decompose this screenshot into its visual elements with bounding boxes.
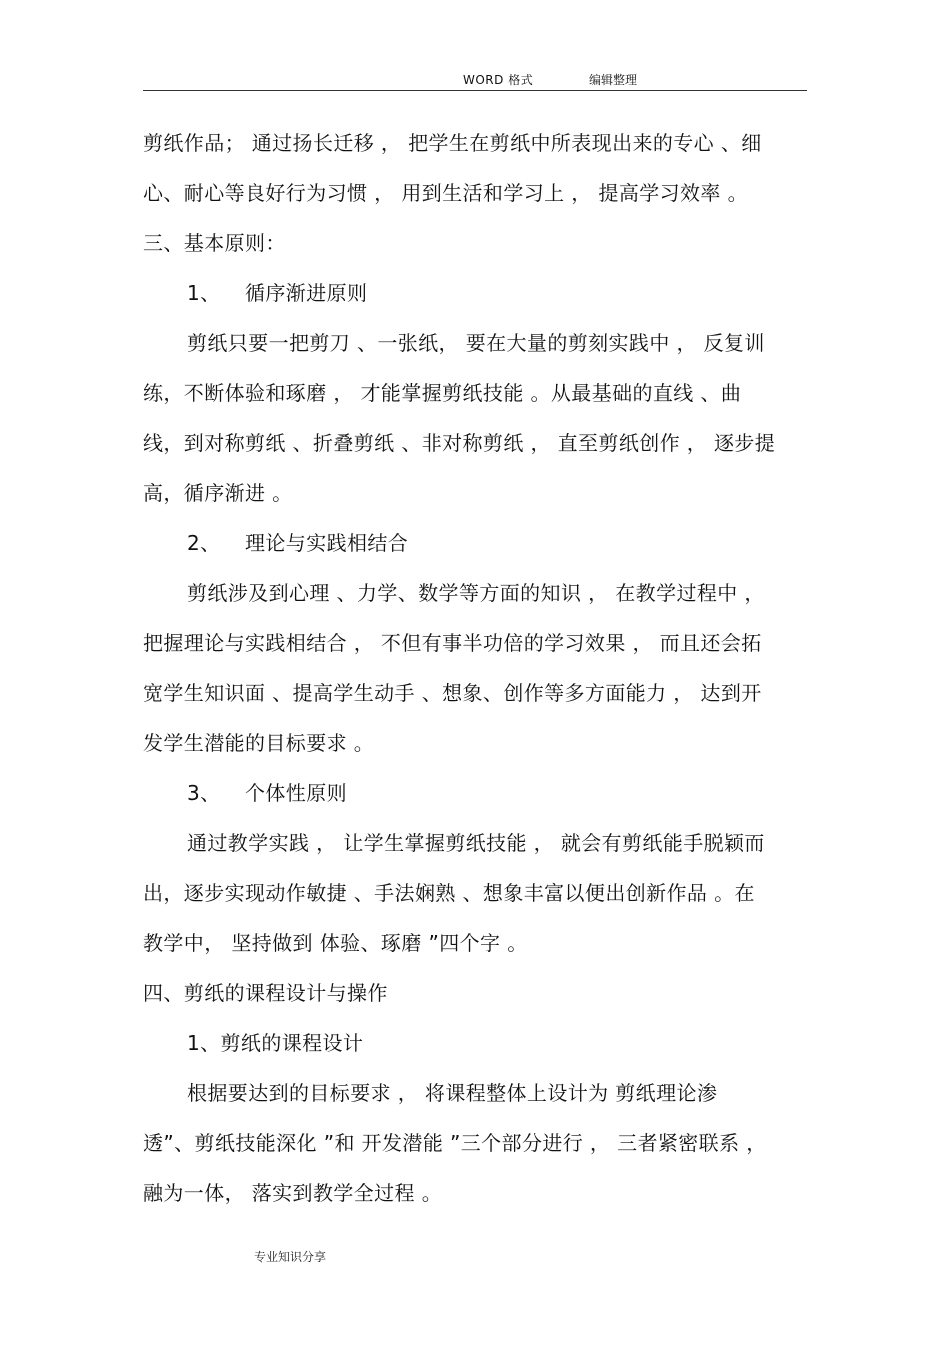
page-footer: 专业知识分享 [254, 1250, 327, 1264]
paragraph-line: 剪纸只要一把剪刀 、一张纸， 要在大量的剪刻实践中 ， 反复训 [187, 331, 765, 355]
paragraph-line: 融为一体， 落实到教学全过程 。 [143, 1181, 443, 1205]
subsection-number: 2、 [187, 531, 221, 555]
paragraph-line: 通过教学实践 ， 让学生掌握剪纸技能 ， 就会有剪纸能手脱颖而 [187, 831, 765, 855]
subsection-heading [143, 768, 807, 818]
paragraph-line: 剪纸涉及到心理 、力学、数学等方面的知识 ， 在教学过程中 ， [187, 581, 765, 605]
section-heading: 三、基本原则： [143, 231, 286, 255]
paragraph-line: 出，逐步实现动作敏捷 、手法娴熟 、想象丰富以便出创新作品 。在 [143, 881, 755, 905]
paragraph-line: 剪纸作品； 通过扬长迁移 ， 把学生在剪纸中所表现出来的专心 、细 [143, 131, 762, 155]
paragraph-line: 发学生潜能的目标要求 。 [143, 731, 375, 755]
subsection-title: 理论与实践相结合 [245, 531, 409, 555]
header-edit-label: 编辑整理 [589, 73, 638, 87]
subsection-title: 个体性原则 [245, 781, 347, 805]
subsection-heading: 1、剪纸的课程设计 [187, 1031, 364, 1055]
paragraph-line: 练，不断体验和琢磨 ， 才能掌握剪纸技能 。从最基础的直线 、曲 [143, 381, 742, 405]
paragraph-line: 根据要达到的目标要求 ， 将课程整体上设计为 剪纸理论渗 [187, 1081, 718, 1105]
subsection-number: 3、 [187, 781, 221, 805]
subsection-heading [143, 268, 807, 318]
paragraph-line: 教学中， 坚持做到 体验、琢磨 ”四个字 。 [143, 931, 528, 955]
header-format-label: WORD 格式 [463, 73, 534, 87]
paragraph-line: 把握理论与实践相结合 ， 不但有事半功倍的学习效果 ， 而且还会拓 [143, 631, 762, 655]
paragraph-line: 心、耐心等良好行为习惯 ， 用到生活和学习上 ， 提高学习效率 。 [143, 181, 748, 205]
section-heading: 四、剪纸的课程设计与操作 [143, 981, 388, 1005]
subsection-title: 循序渐进原则 [245, 281, 368, 305]
subsection-number: 1、 [187, 281, 221, 305]
paragraph-line: 高，循序渐进 。 [143, 481, 293, 505]
page-header [143, 68, 807, 91]
paragraph-line: 透”、剪纸技能深化 ”和 开发潜能 ”三个部分进行 ， 三者紧密联系 ， [143, 1131, 767, 1155]
paragraph-line: 宽学生知识面 、提高学生动手 、想象、创作等多方面能力 ， 达到开 [143, 681, 762, 705]
paragraph-line: 线，到对称剪纸 、折叠剪纸 、非对称剪纸 ， 直至剪纸创作 ， 逐步提 [143, 431, 776, 455]
document-body [143, 118, 807, 1218]
subsection-heading [143, 518, 807, 568]
